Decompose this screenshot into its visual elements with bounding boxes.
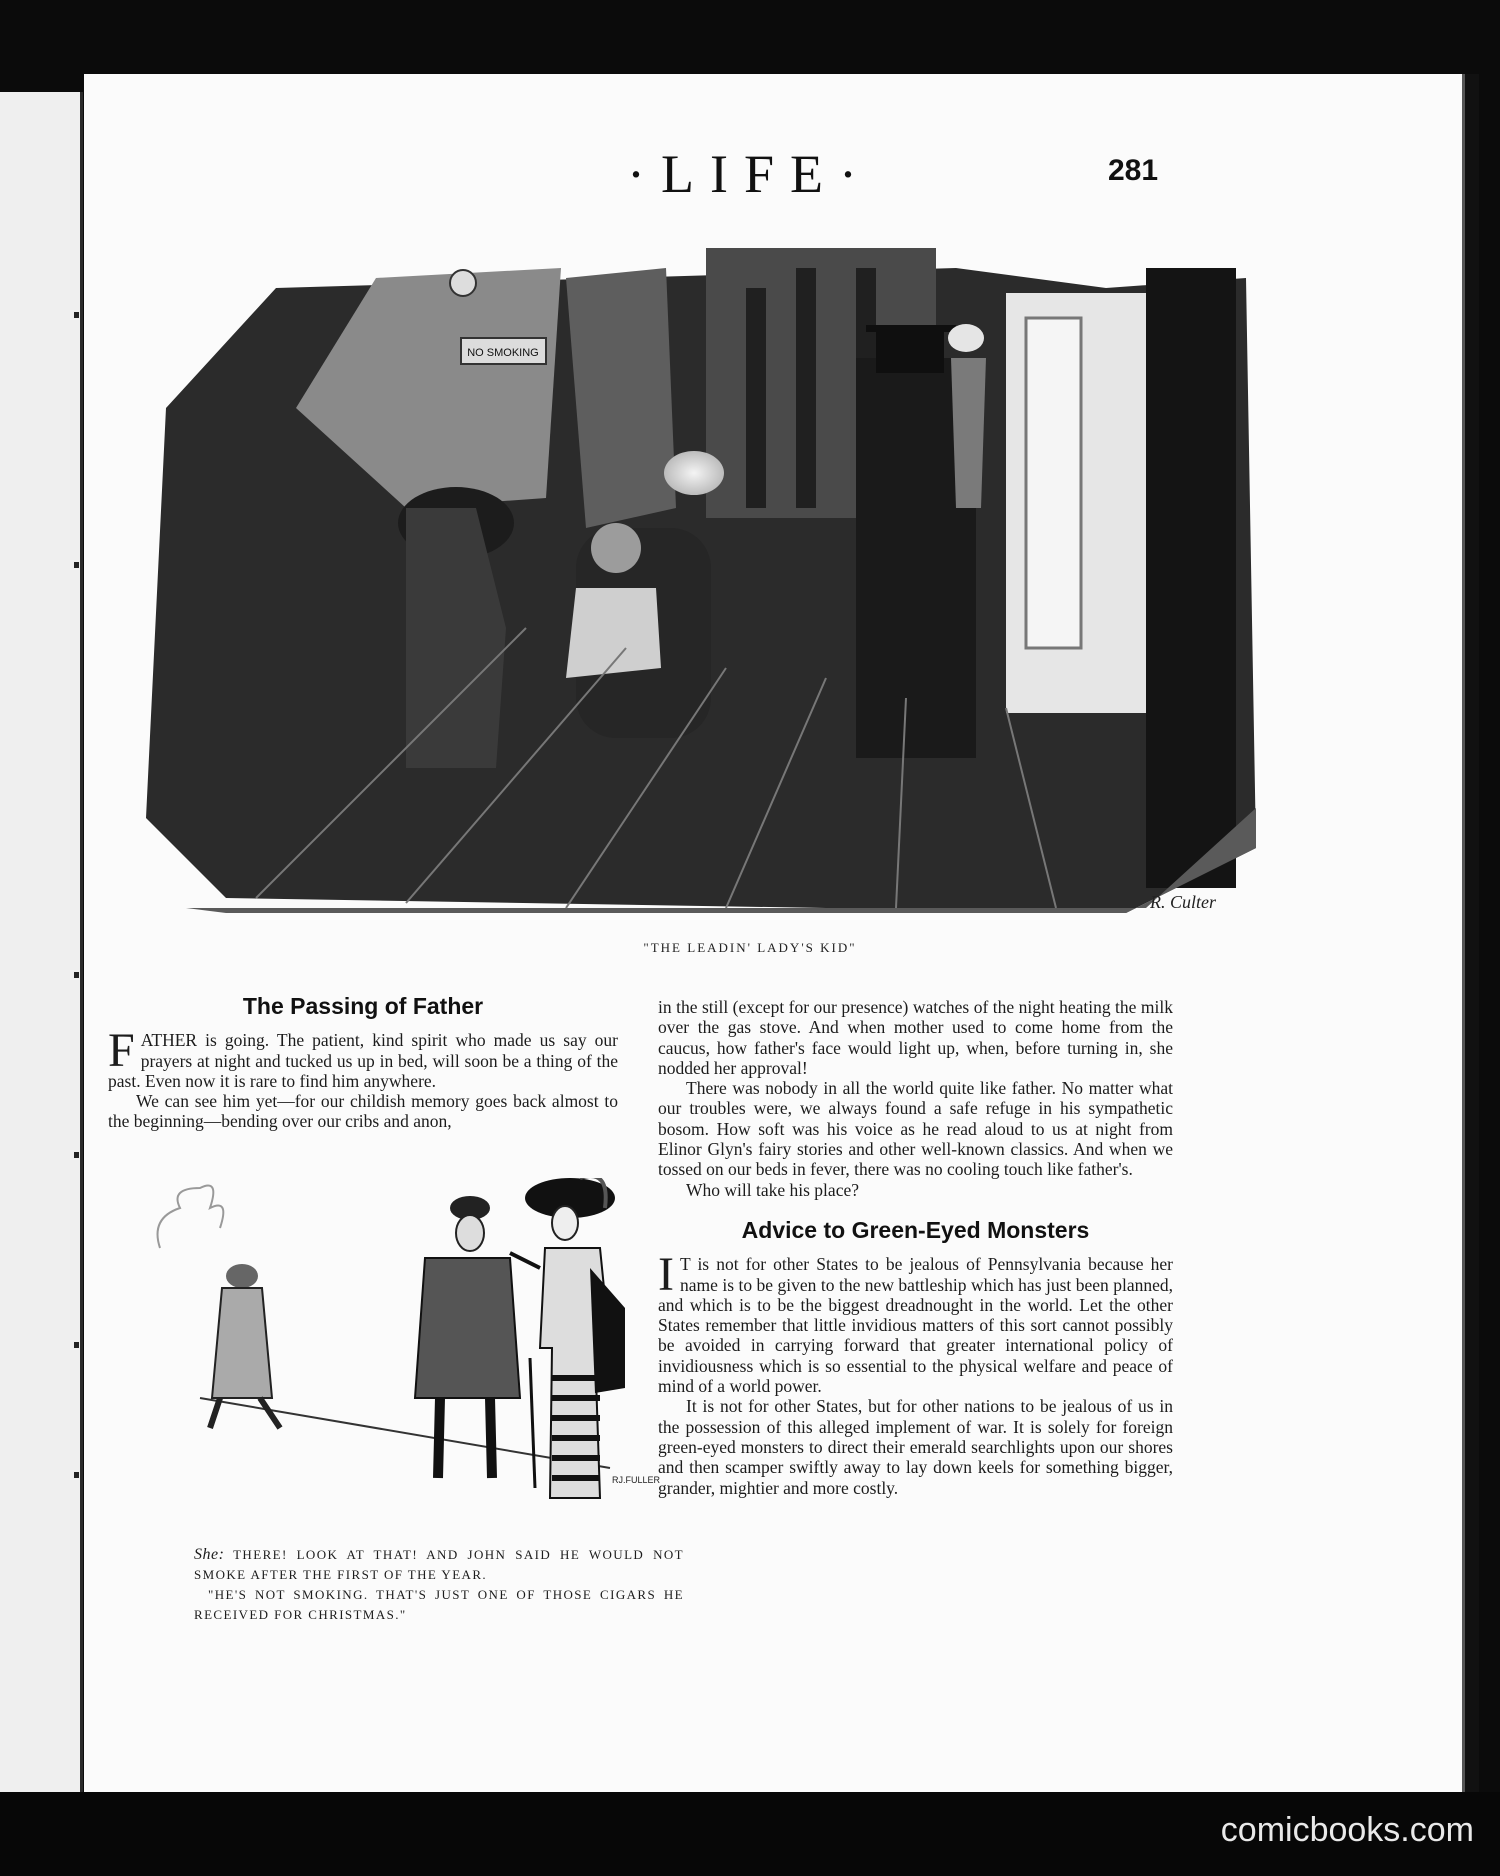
article-monsters-heading: Advice to Green-Eyed Monsters xyxy=(741,1216,1090,1243)
no-smoking-sign: NO SMOKING xyxy=(467,347,539,359)
article-father-heading: The Passing of Father xyxy=(242,993,484,1019)
article-father-paragraph-1: FATHER is going. The patient, kind spirit who made us say our prayers at night and tucked us up in bed, will soon be a thing of the past. Even now it is rare to find him anywhere. xyxy=(108,1024,618,1091)
cartoon-caption xyxy=(194,1545,684,1625)
article-father-paragraph-2: We can see him yet—for our childish memory goes back almost to the beginning—bending over our cribs and anon, xyxy=(108,1091,618,1132)
left-column xyxy=(108,993,618,1132)
main-illustration-caption: "THE LEADIN' LADY'S KID" xyxy=(643,940,857,955)
main-illustration xyxy=(106,208,1276,928)
cartoon-caption-line-1: She: THERE! LOOK AT THAT! AND JOHN SAID HE WOULD NOT SMOKE AFTER THE FIRST OF THE YEAR. xyxy=(194,1546,684,1582)
masthead-title: ·LIFE· xyxy=(627,144,873,204)
article-father-paragraph-5: Who will take his place? xyxy=(686,1179,859,1200)
dropcap-i: I xyxy=(658,1248,674,1302)
cartoon-caption-line-2: "HE'S NOT SMOKING. THAT'S JUST ONE OF THOSE CIGARS HE RECEIVED FOR CHRISTMAS." xyxy=(194,1587,684,1622)
cartoon-speaker-label: She: xyxy=(194,1546,225,1563)
page-number: 281 xyxy=(1108,154,1159,187)
svg-text:R. Culter: R. Culter xyxy=(1150,892,1216,912)
watermark: comicbooks.com xyxy=(1220,1811,1474,1849)
right-page-edge xyxy=(1462,74,1479,1792)
article-father-paragraph-4: There was nobody in all the world quite like father. No matter what our troubles were, we always found a safe refuge in his sympathetic bosom. How soft was his voice as he read aloud to us at night from Elinor Glyn's fairy stories and other well-known classics. And when we tossed on our beds in fever, there was no cooling touch like father's. xyxy=(658,1078,1173,1180)
article-monsters-paragraph-2: It is not for other States, but for other nations to be jealous of us in the possession of this alleged implement of war. It is solely for foreign green-eyed monsters to direct their emerald searchlights upon our shores and then scamper swiftly away to lay down keels for something bigger, grander, mightier and more costly. xyxy=(658,1396,1173,1498)
article-monsters-paragraph-1: I T is not for other States to be jealous of Pennsylvania because her name is to be given to the new battleship which has just been planned, and which is to be the biggest dreadnought in the world. Let the other States remember that little invidious matters of this sort cannot possibly be avoided in carrying forward that greater international policy of invidiousness which is so essential to the physical welfare and peace of mind of a world power. xyxy=(658,1248,1173,1397)
article-father-paragraph-3: in the still (except for our presence) watches of the night heating the milk over the gas stove. And when mother used to come home from the caucus, how father's face would light up, when, before turning in, she nodded her approval! xyxy=(658,997,1173,1078)
cartoon-illustration xyxy=(140,1178,700,1538)
svg-text:RJ.FULLER: RJ.FULLER xyxy=(611,1475,660,1485)
right-column xyxy=(658,997,1173,1498)
dropcap-f: F xyxy=(108,1024,135,1078)
